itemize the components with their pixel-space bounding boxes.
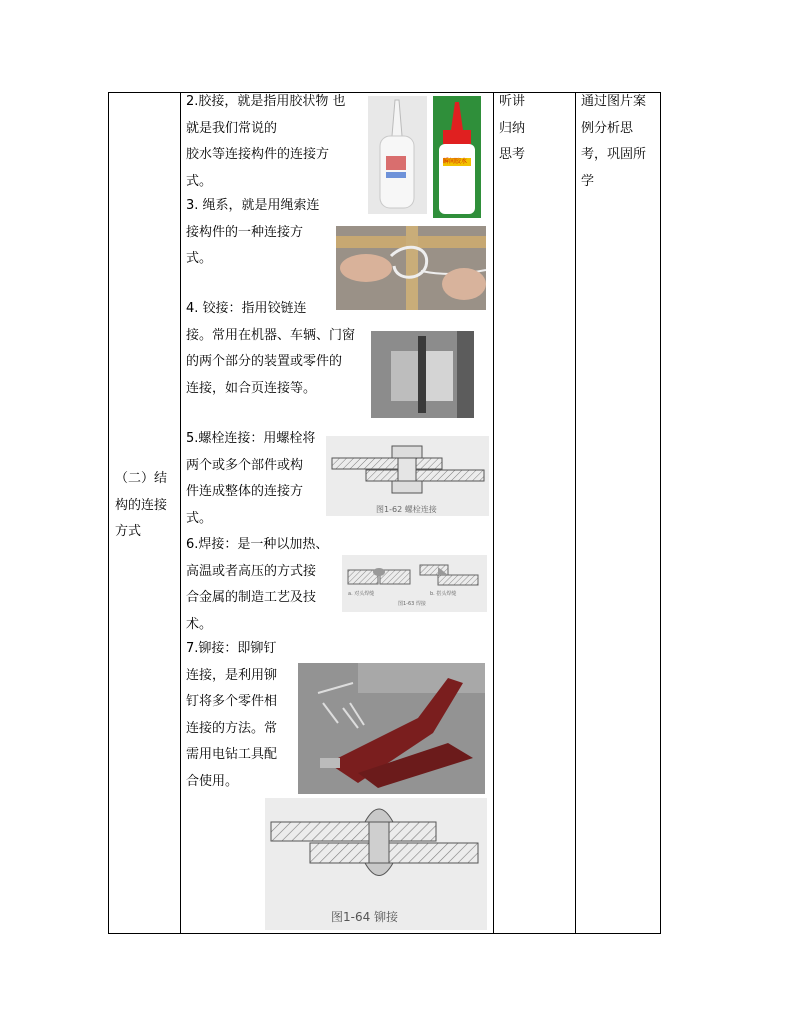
glue-bottle-photo <box>368 96 427 214</box>
weld-caption-b: b. 搭头焊缝 <box>430 591 457 597</box>
column-divider <box>575 93 576 933</box>
column-divider <box>180 93 181 933</box>
column-divider <box>493 93 494 933</box>
bolt-caption: 图1-62 螺栓连接 <box>376 505 437 514</box>
rope-lashing-photo <box>336 226 486 310</box>
weld-caption: 图1-63 焊接 <box>398 601 426 607</box>
rivet-diagram <box>265 798 487 930</box>
weld-caption-a: a. 对头焊缝 <box>348 591 375 597</box>
bolt-diagram <box>326 436 489 516</box>
glue-bottle-photo-2 <box>433 96 481 218</box>
rivet-caption: 图1-64 铆接 <box>331 910 399 924</box>
hinge-icon <box>371 331 474 418</box>
glue-bottle-icon <box>433 96 481 218</box>
method-hinge: 4. 铰接：指用铰链连 接。常用在机器、车辆、门窗 的两个部分的装置或零件的 连接，如合页连接等。 <box>186 301 356 396</box>
method-rope: 3. 绳系，就是用绳索连 接构件的一种连接方 式。 <box>186 198 320 266</box>
rivet-gun-icon <box>298 663 485 794</box>
rope-knot-icon <box>336 226 486 310</box>
method-bolt: 5.螺栓连接：用螺栓将 两个或多个部件或构 件连成整体的连接方 式。 <box>186 431 316 526</box>
glue-label: 瞬间胶水 <box>443 158 468 165</box>
method-glue: 2.胶接，就是指用胶状物 也 就是我们常说的 胶水等连接构件的连接方 式。 <box>186 94 346 189</box>
glue-bottle-icon <box>368 96 427 214</box>
weld-diagram <box>342 555 487 612</box>
section-label: （二）结 构的连接 方式 <box>115 471 168 539</box>
method-weld: 6.焊接：是一种以加热、 高温或者高压的方式接 合金属的制造工艺及技 术。 <box>186 537 329 632</box>
rivet-gun-photo <box>298 663 485 794</box>
student-activity: 听讲 归纳 思考 <box>499 94 526 162</box>
method-rivet: 7.铆接：即铆钉 连接，是利用铆 钉将多个零件相 连接的方法。常 需用电钻工具配 合使用。 <box>186 641 278 789</box>
hinge-photo <box>371 331 474 418</box>
design-intent: 通过图片案 例分析思 考，巩固所 学 <box>581 94 647 189</box>
